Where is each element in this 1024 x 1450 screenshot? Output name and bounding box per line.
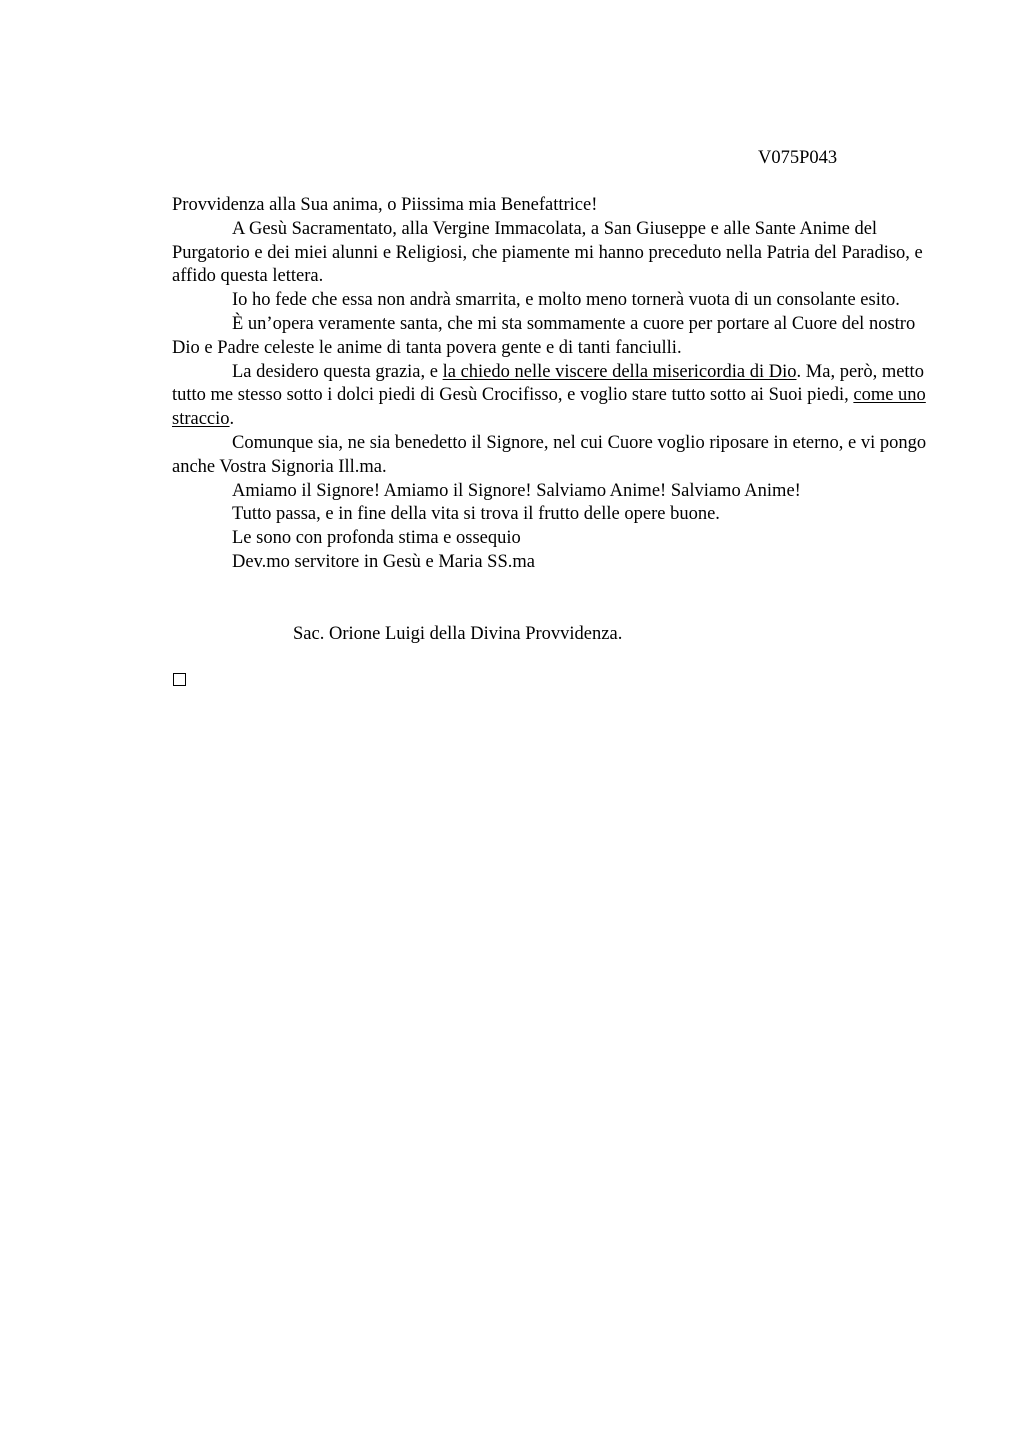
paragraph-dedication: A Gesù Sacramentato, alla Vergine Immacolata, a San Giuseppe e alle Sante Anime del Purgatorio e dei miei alunni e Religiosi, che piamente mi hanno preceduto nella Patria del Paradiso, e affido questa lettera. xyxy=(172,218,923,287)
grace-text-part-2: . Ma, però, metto tutto me stesso sotto i dolci piedi di Gesù Crocifisso, e voglio stare tutto sotto ai Suoi piedi, xyxy=(172,361,924,406)
letter-body xyxy=(172,194,932,575)
paragraph-grace xyxy=(172,361,932,432)
grace-text-part-1: La desidero questa grazia, e xyxy=(232,361,443,382)
grace-underlined-phrase-2: come uno straccio xyxy=(172,385,926,430)
paragraph-closing: Le sono con profonda stima e ossequio xyxy=(232,528,521,549)
grace-underlined-phrase-1: la chiedo nelle viscere della misericordia di Dio xyxy=(442,361,797,382)
paragraph-faith: Io ho fede che essa non andrà smarrita, e molto meno tornerà vuota di un consolante esito. xyxy=(232,290,900,311)
paragraph-holy-work: È un’opera veramente santa, che mi sta sommamente a cuore per portare al Cuore del nostro Dio e Padre celeste le anime di tanta povera gente e di tanti fanciulli. xyxy=(172,313,916,358)
page-identifier: V075P043 xyxy=(758,148,838,168)
paragraph-blessing: Comunque sia, ne sia benedetto il Signore, nel cui Cuore voglio riposare in eterno, e vi pongo anche Vostra Signoria Ill.ma. xyxy=(172,432,927,477)
paragraph-all-passes: Tutto passa, e in fine della vita si trova il frutto delle opere buone. xyxy=(232,504,720,525)
paragraph-opening: Provvidenza alla Sua anima, o Piissima mia Benefattrice! xyxy=(172,195,598,215)
signature: Sac. Orione Luigi della Divina Provvidenza. xyxy=(293,624,623,644)
empty-square-icon xyxy=(173,673,186,686)
paragraph-exhortation: Amiamo il Signore! Amiamo il Signore! Salviamo Anime! Salviamo Anime! xyxy=(232,480,801,501)
grace-text-part-3: . xyxy=(229,409,235,430)
paragraph-servant: Dev.mo servitore in Gesù e Maria SS.ma xyxy=(232,551,535,572)
